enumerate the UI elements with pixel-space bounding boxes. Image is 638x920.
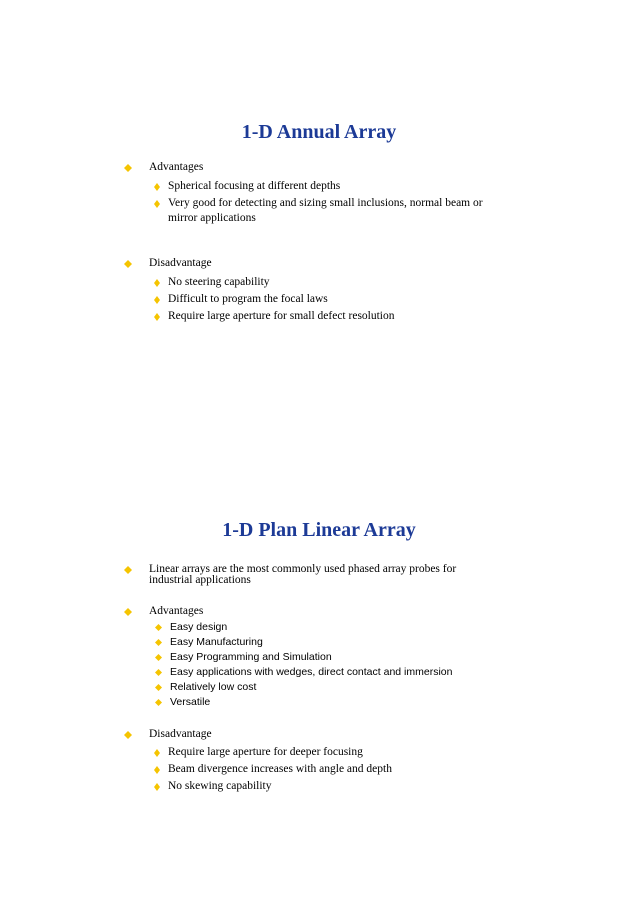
list-item: Spherical focusing at different depths [168,180,341,192]
diamond-bullet-icon [124,566,132,574]
diamond-bullet-icon [154,279,160,287]
diamond-bullet-icon [154,749,160,757]
list-item: Relatively low cost [170,681,257,693]
list-item: No steering capability [168,276,270,288]
diamond-bullet-icon [155,639,163,647]
section-label-disadvantage: Disadvantage [149,728,212,740]
diamond-bullet-icon [155,654,163,662]
list-item-continuation: mirror applications [168,212,256,224]
diamond-bullet-icon [154,783,160,791]
section-label-advantages: Advantages [149,161,204,173]
list-item: Very good for detecting and sizing small inclusions, normal beam or [168,197,483,209]
diamond-bullet-icon [154,313,160,321]
list-item: Require large aperture for small defect resolution [168,310,395,322]
list-item: No skewing capability [168,780,272,792]
intro-text: Linear arrays are the most commonly used phased array probes for [149,563,457,575]
slide-title: 1-D Annual Array [241,121,397,143]
list-item: Versatile [170,696,211,708]
list-item: Require large aperture for deeper focusing [168,746,363,758]
diamond-bullet-icon [154,183,160,191]
slide-title: 1-D Plan Linear Array [222,519,416,541]
list-item: Easy Manufacturing [170,636,263,648]
list-item: Easy Programming and Simulation [170,651,332,663]
diamond-bullet-icon [154,200,160,208]
section-label-advantages: Advantages [149,605,204,617]
list-item: Easy applications with wedges, direct contact and immersion [170,666,453,678]
diamond-bullet-icon [124,260,132,268]
diamond-bullet-icon [154,766,160,774]
list-item: Difficult to program the focal laws [168,293,328,305]
diamond-bullet-icon [155,699,163,707]
diamond-bullet-icon [155,624,163,632]
intro-text-continuation: industrial applications [149,574,251,586]
list-item: Beam divergence increases with angle and depth [168,763,392,775]
diamond-bullet-icon [124,731,132,739]
diamond-bullet-icon [155,684,163,692]
list-item: Easy design [170,621,228,633]
diamond-bullet-icon [154,296,160,304]
section-label-disadvantage: Disadvantage [149,257,212,269]
diamond-bullet-icon [155,669,163,677]
diamond-bullet-icon [124,608,132,616]
diamond-bullet-icon [124,164,132,172]
